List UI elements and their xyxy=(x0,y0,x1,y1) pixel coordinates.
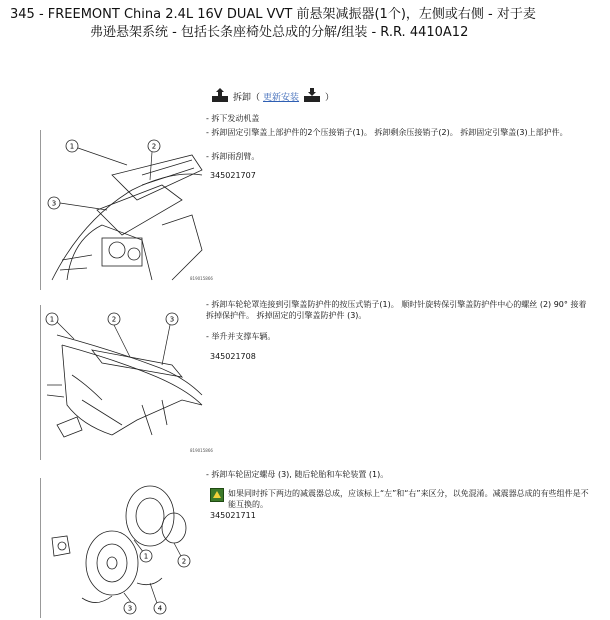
fig3-callout-2: 2 xyxy=(181,557,187,566)
title-line-2: 弗逊悬架系统 - 包括长条座椅处总成的分解/组装 - R.R. 4410A12 xyxy=(90,25,469,40)
section-3-code: 345021711 xyxy=(210,511,256,520)
fig2-callout-3: 3 xyxy=(169,315,175,324)
figure-2-rule xyxy=(40,305,41,460)
figure-2-cowl xyxy=(42,305,207,455)
procedure-reference xyxy=(210,88,334,104)
fig1-callout-1: 1 xyxy=(69,142,75,151)
install-icon xyxy=(302,88,322,104)
step-1-3: - 拆卸雨刮臂。 xyxy=(206,152,260,161)
fig2-callout-1: 1 xyxy=(49,315,55,324)
title-line-1: 345 - FREEMONT China 2.4L 16V DUAL VVT 前悬架减振器(1个)，左侧或右侧 - 对于麦 xyxy=(10,7,536,22)
step-2-1: - 拆卸车轮轮罩连接到引擎盖防护件的按压式销子(1)。 顺时针旋转保引擎盖防护件中心的螺丝 (2) 90° 接着拆掉保护件。 拆掉固定的引擎盖防护件 (3)。 xyxy=(206,300,587,320)
step-1-1: - 拆下发动机盖 xyxy=(206,114,260,123)
figure-1-code: 819015866 xyxy=(190,276,213,281)
fig3-callout-3: 3 xyxy=(127,604,133,613)
ref-prefix: 拆卸（ xyxy=(233,92,261,103)
figure-1-engine-bay xyxy=(42,130,207,290)
figure-1-drawing xyxy=(42,130,207,290)
ref-suffix: ） xyxy=(325,92,335,103)
fig3-callout-4: 4 xyxy=(157,604,163,613)
fig1-callout-2: 2 xyxy=(151,142,157,151)
fig2-callout-2: 2 xyxy=(111,315,117,324)
removal-icon xyxy=(210,88,230,104)
fig1-callout-3: 3 xyxy=(51,199,57,208)
step-2-2: - 举升并支撑车辆。 xyxy=(206,332,276,341)
step-3-1: - 拆卸车轮固定螺母 (3), 随后轮胎和车轮装置 (1)。 xyxy=(206,470,389,479)
figure-1-rule xyxy=(40,130,41,290)
section-1-code: 345021707 xyxy=(210,171,256,180)
figure-2-callouts xyxy=(46,313,178,325)
note-icon xyxy=(210,488,224,502)
fig3-callout-1: 1 xyxy=(143,552,149,561)
figure-3-rule xyxy=(40,478,41,618)
section-2-code: 345021708 xyxy=(210,352,256,361)
figure-2-drawing xyxy=(42,305,207,455)
figure-3-wheel xyxy=(42,478,207,618)
step-1-2: - 拆卸固定引擎盖上部护件的2个压接销子(1)。 拆卸剩余压接销子(2)。 拆卸固定引擎盖(3)上部护件。 xyxy=(206,128,568,137)
page-title xyxy=(10,6,600,42)
figure-2-code: 819015866 xyxy=(190,448,213,453)
caution-note xyxy=(210,488,595,510)
caution-note-text: 如果同时拆下两边的减震器总成，应该标上“左”和“右”来区分，以免混淆。减震器总成的有些组件是不能互换的。 xyxy=(228,489,589,509)
install-link[interactable]: 更新安装 xyxy=(263,92,300,103)
figure-3-drawing xyxy=(42,478,207,618)
